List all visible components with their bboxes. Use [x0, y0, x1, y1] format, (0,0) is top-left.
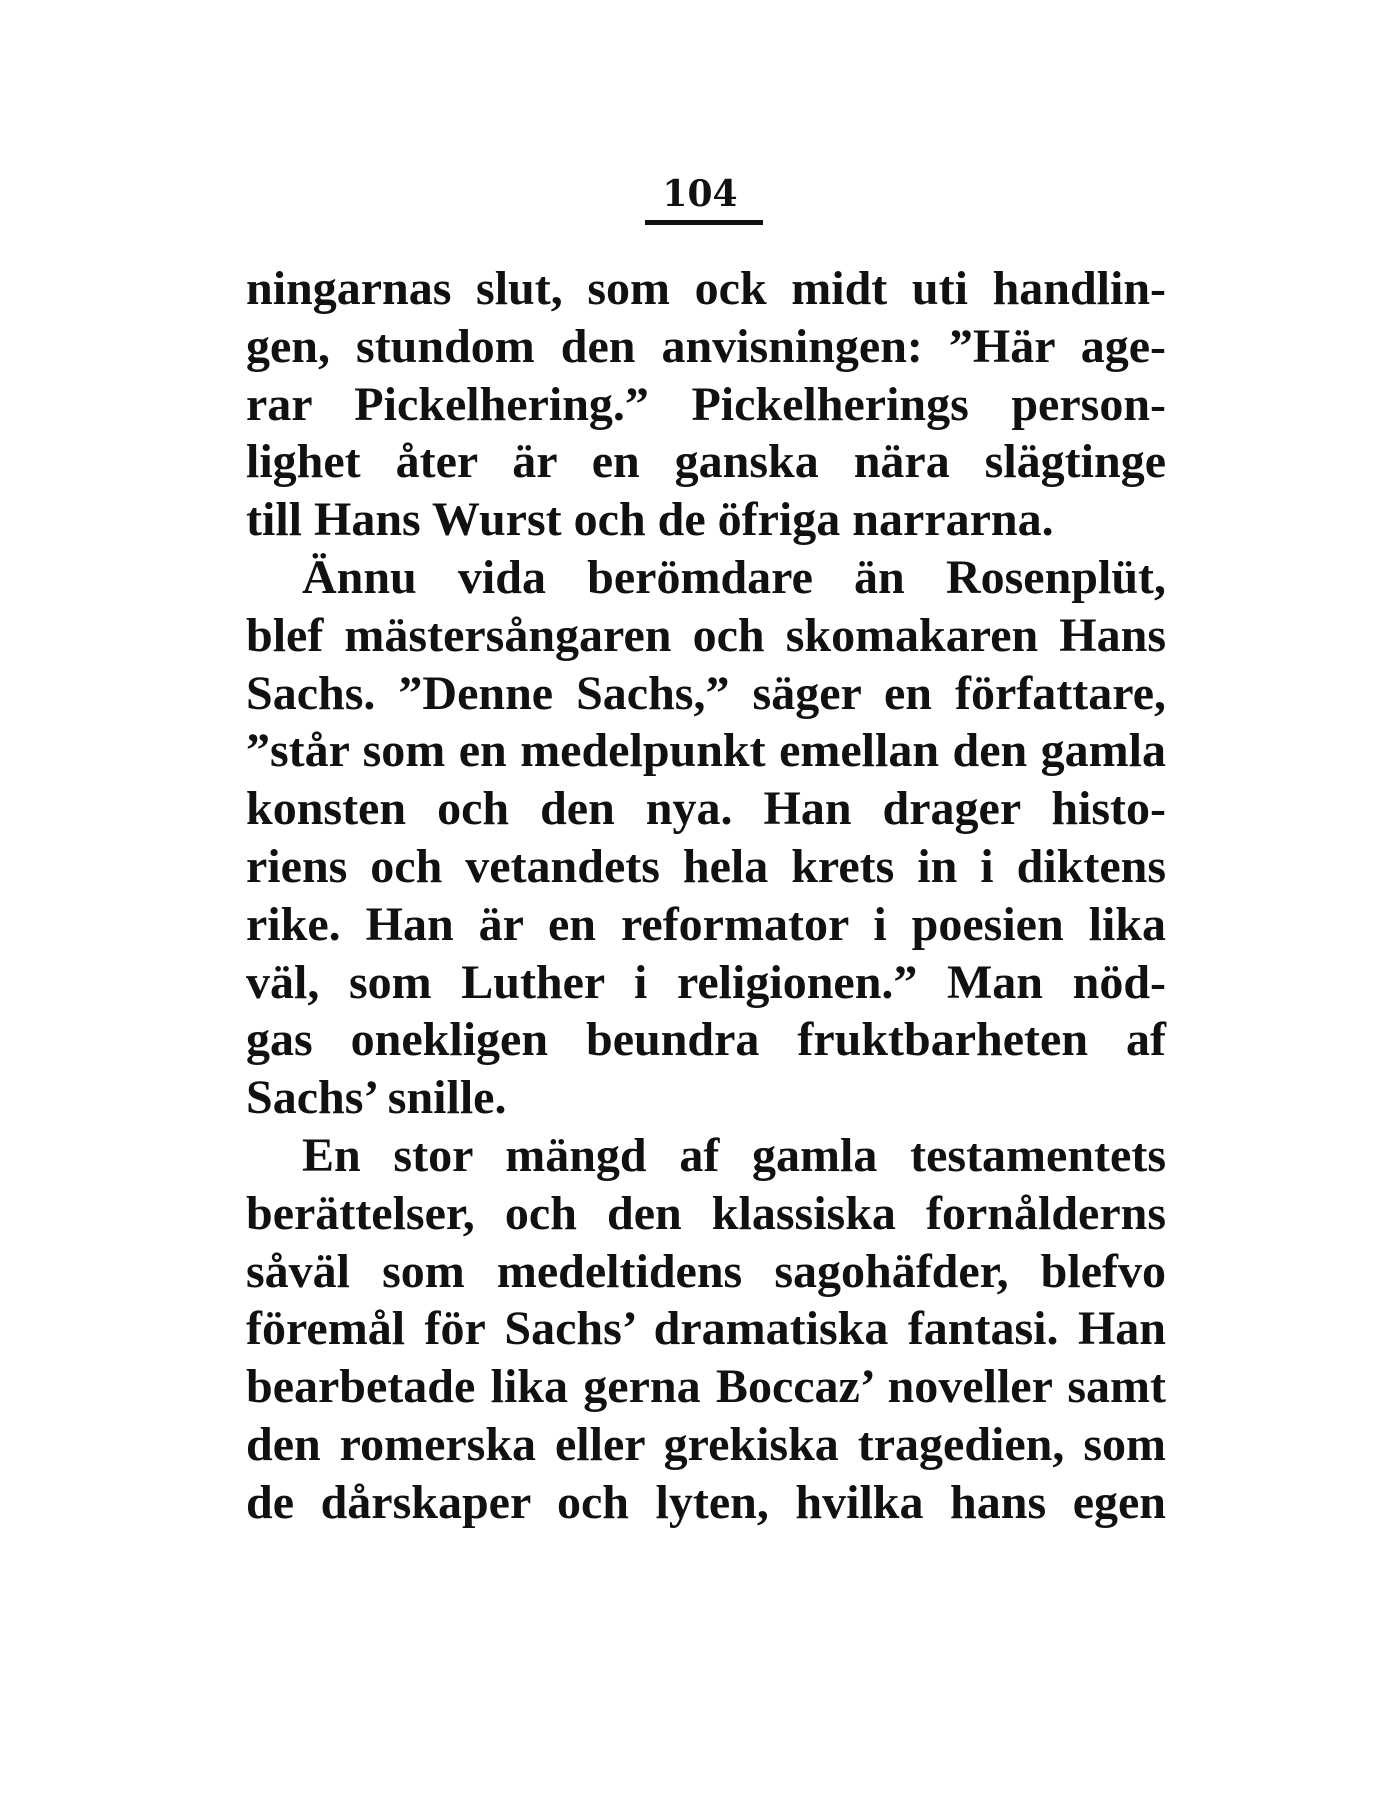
- body-text: [246, 260, 1166, 1532]
- page-number-underline: [645, 220, 763, 225]
- text-line: de dårskaper och lyten, hvilka hans egen: [246, 1475, 1166, 1529]
- text-line: ”står som en medelpunkt emellan den gamla: [246, 724, 1166, 778]
- text-line: föremål för Sachs’ dramatiska fantasi. Han: [246, 1302, 1166, 1356]
- text-line: gas onekligen beundra fruktbarheten af: [246, 1013, 1166, 1067]
- text-line: rike. Han är en reformator i poesien lika: [246, 897, 1166, 951]
- text-line: Ännu vida berömdare än Rosenplüt,: [302, 550, 1166, 604]
- text-line: den romerska eller grekiska tragedien, som: [246, 1417, 1166, 1471]
- text-line: såväl som medeltidens sagohäfder, blefvo: [246, 1244, 1166, 1298]
- text-line: riens och vetandets hela krets in i diktens: [246, 839, 1166, 893]
- text-line: ningarnas slut, som ock midt uti handlin-: [246, 262, 1166, 315]
- text-line: konsten och den nya. Han drager histo-: [246, 782, 1166, 836]
- page-number: 104: [662, 173, 738, 215]
- text-line: Sachs’ snille.: [246, 1071, 507, 1125]
- text-line: Sachs. ”Denne Sachs,” säger en författare,: [246, 666, 1166, 720]
- text-line: bearbetade lika gerna Boccaz’ noveller samt: [246, 1360, 1166, 1414]
- text-line: väl, som Luther i religionen.” Man nöd-: [246, 955, 1166, 1009]
- text-line: En stor mängd af gamla testamentets: [302, 1128, 1166, 1182]
- text-line: gen, stundom den anvisningen: ”Här age-: [246, 319, 1166, 373]
- text-line: berättelser, och den klassiska fornålderns: [246, 1186, 1166, 1240]
- text-line: lighet åter är en ganska nära slägtinge: [246, 435, 1166, 489]
- text-line: blef mästersångaren och skomakaren Hans: [246, 608, 1166, 662]
- text-line: till Hans Wurst och de öfriga narrarna.: [246, 493, 1054, 547]
- text-line: rar Pickelhering.” Pickelherings person-: [246, 377, 1166, 431]
